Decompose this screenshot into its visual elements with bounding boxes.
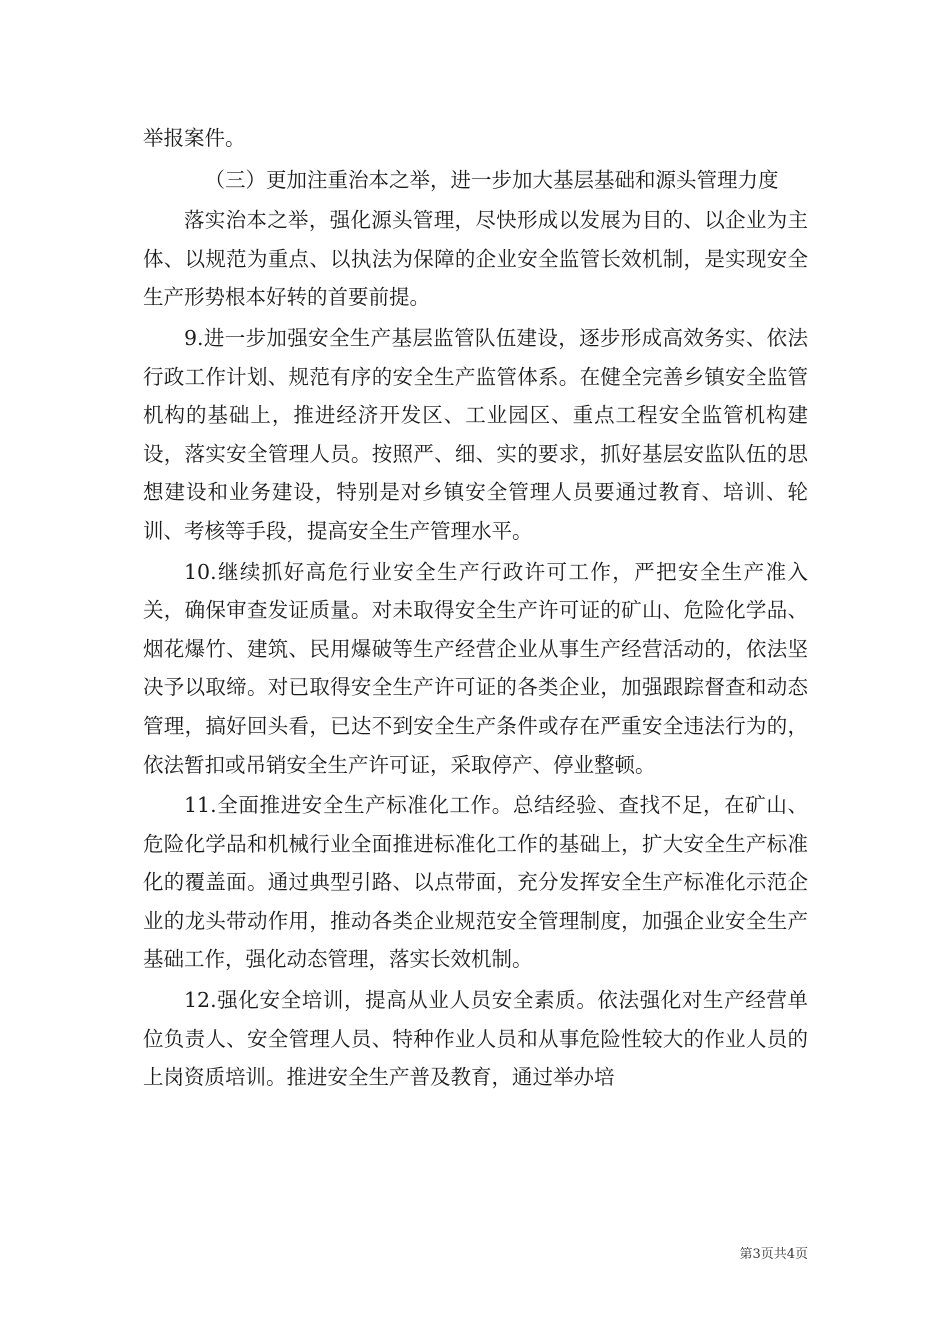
paragraph-item-10: 10.继续抓好高危行业安全生产行政许可工作，严把安全生产准入关，确保审查发证质量。对未取得安全生产许可证的矿山、危险化学品、烟花爆竹、建筑、民用爆破等生产经营企业从事生产经营活动的，依法坚决予以取缔。对已取得安全生产许可证的各类企业，加强跟踪督查和动态管理，搞好回头看，已达不到安全生产条件或存在严重安全违法行为的，依法暂扣或吊销安全生产许可证，采取停产、停业整顿。 (143, 559, 808, 777)
document-body (143, 119, 808, 1097)
paragraph-intro: 落实治本之举，强化源头管理，尽快形成以发展为目的、以企业为主体、以规范为重点、以执法为保障的企业安全监管长效机制，是实现安全生产形势根本好转的首要前提。 (143, 208, 808, 310)
paragraph-item-11: 11.全面推进安全生产标准化工作。总结经验、查找不足，在矿山、危险化学品和机械行业全面推进标准化工作的基础上，扩大安全生产标准化的覆盖面。通过典型引路、以点带面，充分发挥安全生产标准化示范企业的龙头带动作用，推动各类企业规范安全管理制度，加强企业安全生产基础工作，强化动态管理，落实长效机制。 (143, 793, 808, 972)
section-heading: （三）更加注重治本之举，进一步加大基层基础和源头管理力度 (204, 167, 779, 192)
page-number: 第3页共4页 (739, 1247, 808, 1262)
paragraph-item-9: 9.进一步加强安全生产基层监管队伍建设，逐步形成高效务实、依法行政工作计划、规范有序的安全生产监管体系。在健全完善乡镇安全监管机构的基础上，推进经济开发区、工业园区、重点工程安全监管机构建设，落实安全管理人员。按照严、细、实的要求，抓好基层安监队伍的思想建设和业务建设，特别是对乡镇安全管理人员要通过教育、培训、轮训、考核等手段，提高安全生产管理水平。 (143, 325, 808, 543)
paragraph-item-12: 12.强化安全培训，提高从业人员安全素质。依法强化对生产经营单位负责人、安全管理人员、特种作业人员和从事危险性较大的作业人员的上岗资质培训。推进安全生产普及教育，通过举办培 (143, 988, 808, 1090)
paragraph-continuation: 举报案件。 (143, 126, 246, 150)
